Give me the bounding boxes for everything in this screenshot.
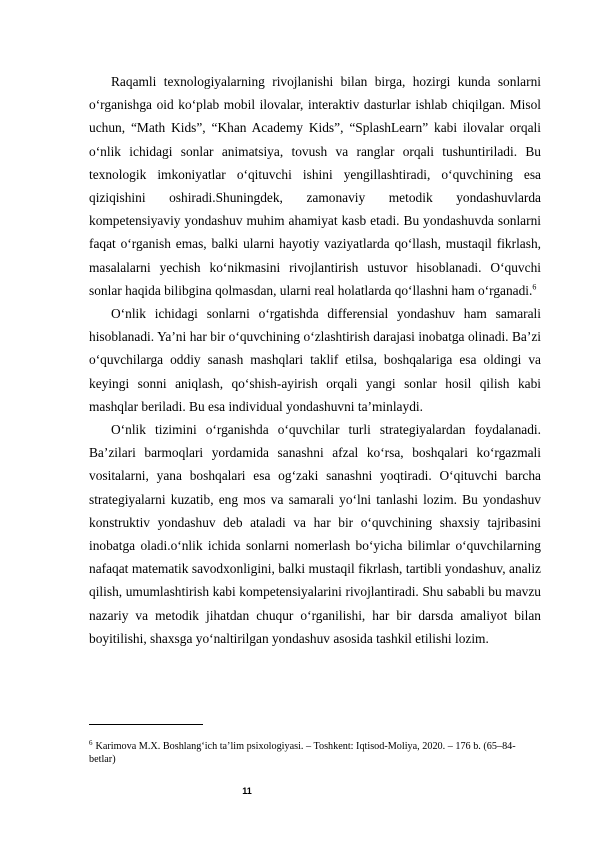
paragraph-1-text: Raqamli texnologiyalarning rivojlanishi bilan birga, hozirgi kunda sonlarni o‘rganishga oid ko‘plab mobil ilovalar, interaktiv dasturlar ishlab chiqilgan. Misol uchun, “Math Kids”, “Khan Academy Kids”, “SplashLearn” kabi ilovalar orqali o‘nlik ichidagi sonlar animatsiya, tovush va ranglar orqali tushuntiriladi. Bu texnologik imkoniyatlar o‘qituvchi ishini yengillashtiradi, o‘quvchining esa qiziqishini oshiradi.Shuningdek, zamonaviy metodik yondashuvlarda kompetensiyaviy yondashuv muhim ahamiyat kasb etadi. Bu yondashuvda sonlarni faqat o‘rganish emas, balki ularni hayotiy vaziyatlarda qo‘llash, mustaqil fikrlash, masalalarni yechish ko‘nikmasini rivojlantirish ustuvor hisoblanadi. O‘quvchi sonlar haqida bilibgina qolmasdan, ularni real holatlarda qo‘llashni ham o‘rganadi. [89,74,541,298]
footnote-text: Karimova M.X. Boshlang‘ich ta’lim psixologiyasi. – Toshkent: Iqtisod-Moliya, 2020. – 176 b. (65–84-betlar) [89,741,516,765]
paragraph-1 [89,70,541,302]
footnote-mark: 6 [89,738,93,747]
footnote [89,740,541,766]
paragraph-2 [89,302,541,418]
paragraph-2-text: O‘nlik ichidagi sonlarni o‘rgatishda differensial yondashuv ham samarali hisoblanadi. Ya’ni har bir o‘quvchining o‘zlashtirish darajasi inobatga olinadi. Ba’zi o‘quvchilarga oddiy sanash mashqlari taklif etilsa, boshqalariga esa oldingi va keyingi sonni aniqlash, qo‘shish-ayirish orqali yangi sonlar hosil qilish kabi mashqlar beriladi. Bu esa individual yondashuvni ta’minlaydi. [89,306,541,414]
paragraph-3 [89,418,541,650]
footnote-reference: 6 [532,282,537,292]
body-text [89,70,541,650]
paragraph-3-text: O‘nlik tizimini o‘rganishda o‘quvchilar turli strategiyalardan foydalanadi. Ba’zilari barmoqlari yordamida sanashni afzal ko‘rsa, boshqalari ko‘rgazmali vositalarni, yana boshqalari esa og‘zaki sanashni yoqtiradi. O‘qituvchi barcha strategiyalarni kuzatib, eng mos va samarali yo‘lni tanlashi lozim. Bu yondashuv konstruktiv yondashuv deb ataladi va har bir o‘quvchining shaxsiy tajribasini inobatga oladi.o‘nlik ichida sonlarni nomerlash bo‘yicha bilimlar o‘quvchilarning nafaqat matematik savodxonligini, balki mustaqil fikrlash, tartibli yondashuv, analiz qilish, umumlashtirish kabi kompetensiyalarini rivojlantiradi. Shu sababli bu mavzu nazariy va metodik jihatdan chuqur o‘rganilishi, har bir darsda amaliyot bilan boyitilishi, shaxsga yo‘naltirilgan yondashuv asosida tashkil etilishi lozim. [89,422,541,646]
footnote-separator [89,724,203,725]
page-number: 11 [242,786,252,796]
